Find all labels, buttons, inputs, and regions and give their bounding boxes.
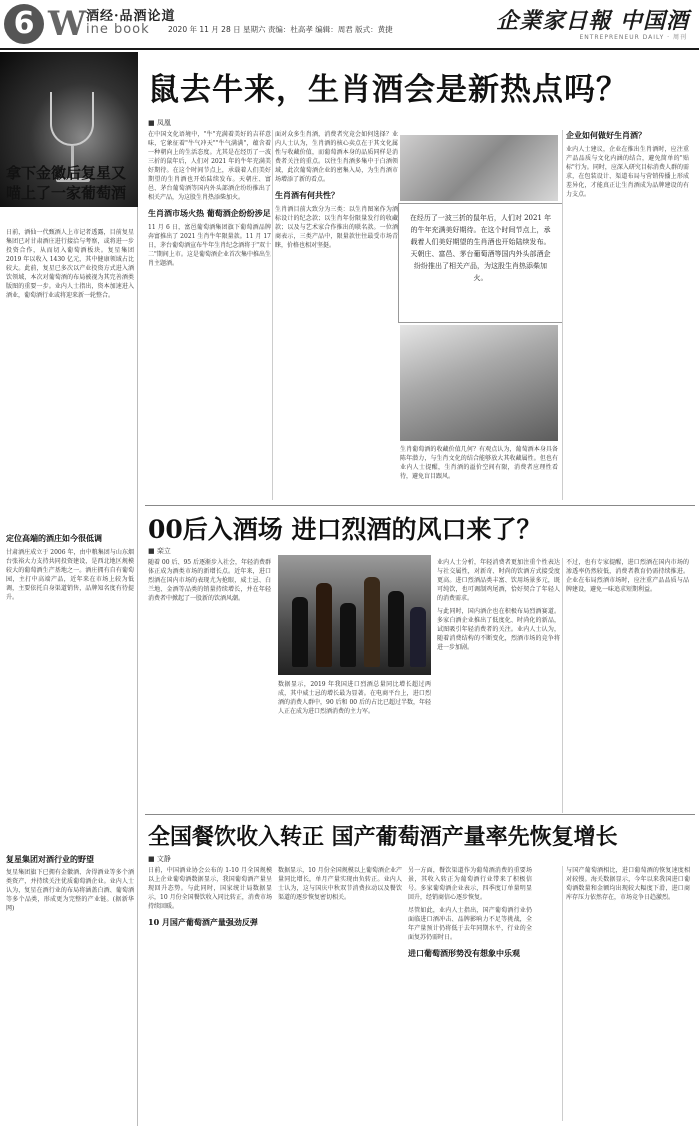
article1-author: ■ 凤凰 [148, 119, 171, 127]
bottle-6 [410, 607, 426, 667]
article2-title: 00后入酒场 进口烈酒的风口来了？ [148, 515, 542, 544]
article1-title: 鼠去牛来，生肖酒会是新热点吗？ [148, 72, 628, 108]
masthead [0, 0, 699, 50]
article3-col4-text: 尽管如此，业内人士指出，国产葡萄酒行业仍面临进口酒冲击、品牌影响力不足等挑战，全年产量预计仍将低于去年同期水平，行业的全面复苏仍需时日。 [408, 907, 532, 941]
article1-col3-text: 面对众多生肖酒，消费者究竟会如何选择？业内人士认为，生肖酒的核心卖点在于其文化属性与收藏价值，而葡萄酒本身的品质同样是消费者关注的重点。以往生肖酒多集中于白酒领域，此次葡萄酒企业的密集入局，为生肖酒市场增添了新的看点。 [275, 131, 398, 183]
column-rule-3 [562, 558, 563, 813]
article1-column-4 [566, 130, 689, 495]
article3-title: 全国餐饮收入转正 国产葡萄酒产量率先恢复增长 [148, 824, 618, 850]
liquor-bottles-photo [278, 555, 431, 675]
article1-photo-bottom [400, 325, 558, 441]
article1-col2-text: 11 月 6 日，富邑葡萄酒集团旗下葡萄酒品牌奔富推出了 2021 生肖牛年限量款。11 月 17 日，茅台葡萄酒宣布牛年生肖纪念酒将于"双十二"期间上市。这是葡萄酒企业首次集中推出生肖主题酒。 [148, 224, 271, 267]
article3-column-1 [148, 866, 272, 1121]
column-rule-1 [272, 130, 273, 500]
section-letter: W [48, 4, 87, 44]
article1-subheading-3: 企业如何做好生肖酒？ [566, 130, 646, 140]
article1-column-3 [400, 445, 558, 497]
article1-col6-text: 业内人士建议，企业在推出生肖酒时，应注重产品品质与文化内涵的结合，避免简单的"贴标"行为。同时，应深入研究目标消费人群的需求，在包装设计、渠道布局与营销传播上形成差异化，才能真正让生肖酒成为品牌建设的有力支点。 [566, 146, 689, 198]
article1-photo-top [400, 135, 558, 201]
bottle-2 [316, 583, 332, 667]
article3-col2-text: 数据显示，10 月份全国规模以上葡萄酒企业产量同比增长，单月产量实现由负转正。业内人士认为，这与国庆中秋双节消费拉动以及餐饮渠道的逐步恢复密切相关。 [278, 867, 402, 901]
article1-subheading-1: 生肖酒市场火热 葡萄酒企纷纷涉足 [148, 208, 271, 218]
section-title-en: ine book [86, 22, 150, 37]
paper-name-en: ENTREPRENEUR DAILY · 周刊 [579, 34, 687, 41]
article3-col1-text: 日前，中国酒业协会公布的 1-10 月全国规模以上企业葡萄酒数据显示，我国葡萄酒产量呈现回升态势。与此同时，国家统计局数据显示，10 月份全国餐饮收入同比转正，消费市场持续回暖。 [148, 867, 272, 910]
left-body-1: 日前，酒仙一代甄酒人上市记者透露，目前复星集团已对甘肃酒庄进行接洽与考察，或将进一步投资合作，从而切入葡萄酒板块。复星集团 2019 年以收入 1430 亿元，其中健康领域占比较大。此前，复星已多次以产业投资方式进入酒饮领域，本次对葡萄酒的布局被视为其完善酒类版图的重要一步。业内人士指出，资本加速进入酒业，葡萄酒行业或将迎来新一轮整合。 [6, 229, 134, 299]
paper-name: 企業家日報 中国酒 [496, 8, 689, 34]
left-headline: 拿下金徽后复星又喵上了一家葡萄酒 [6, 164, 127, 202]
section-title-cn: 酒经·品酒论道 [86, 9, 176, 24]
article1-col4-text: 生肖酒目前大致分为三类：以生肖图案作为酒标设计的纪念款；以生肖年份限量发行的收藏款；以及与艺术家合作推出的联名款。一位酒商表示，三类产品中，限量款往往最受市场青睐，价格也相对坚挺。 [275, 206, 398, 249]
article2-col3-text: 业内人士分析，年轻消费者更加注重个性表达与社交属性，对新奇、时尚的饮酒方式接受度更高。进口烈酒品类丰富、饮用场景多元，既可纯饮，也可调制鸡尾酒，恰好契合了年轻人的消费需求。 [437, 559, 560, 602]
bottle-3 [340, 603, 356, 667]
article3-col3-text: 另一方面，餐饮渠道作为葡萄酒消费的重要场景，其收入转正为葡萄酒行业带来了积极信号。多家葡萄酒企业表示，四季度订单量明显回升，经销商信心逐步恢复。 [408, 867, 532, 901]
left-subheading-2: 复星集团对酒行业的野望 [6, 854, 94, 864]
column-rule-2 [562, 130, 563, 500]
article2-column-1 [148, 558, 271, 813]
article1-subheading-2: 生肖酒有何共性？ [275, 190, 339, 200]
article2-column-2 [278, 680, 431, 813]
bottle-1 [292, 597, 308, 667]
bottle-5 [388, 591, 404, 667]
article2-column-4 [566, 558, 689, 813]
left-subheading-1: 定位高端的酒庄如今很低调 [6, 533, 102, 543]
article1-col1-text: 在中国文化语境中，"牛"充满着美好的吉祥意味，它象征着"牛气冲天""牛气满满"，蕴含着一种朝向上的生活态度。尤其是在经历了一波三折的鼠年后，人们对 2021 年的牛年充满美好期待。在这个时间节点上，承载着人们美好期望的生肖酒也开始陆续发布。天朝庄、富邑、茅台葡萄酒等国内外头部酒企纷纷推出了相关产品，为这股生肖热添柴加火。 [148, 131, 271, 201]
article1-col5-text: 生肖葡萄酒的收藏价值几何？有观点认为，葡萄酒本身具备陈年潜力，与生肖文化的结合能够放大其收藏属性。但也有业内人士提醒，生肖酒的溢价空间有限，消费者应理性看待，避免盲目跟风。 [400, 446, 558, 480]
article3-subheading-1: 10 月国产葡萄酒产量强劲反弹 [148, 917, 258, 927]
bottle-4 [364, 577, 380, 667]
article2-column-3 [437, 558, 560, 813]
article1-pull-quote: 在经历了一波三折的鼠年后，人们对 2021 年的牛年充满美好期待。在这个时间节点上，承载着人们美好期望的生肖酒也开始陆续发布。天朝庄、富邑、茅台葡萄酒等国内外头部酒企纷纷推出了相关产品，为这股生肖热添柴加火。 [398, 203, 563, 323]
page-number-badge: 6 [4, 4, 44, 44]
article3-col5-text: 与国产葡萄酒相比，进口葡萄酒的恢复速度相对较慢。海关数据显示，今年以来我国进口葡萄酒数量和金额均出现较大幅度下滑，进口商库存压力依然存在，市场竞争日趋激烈。 [566, 867, 690, 901]
article3-column-2 [278, 866, 402, 1121]
divider-article2 [145, 814, 695, 815]
left-body-2: 甘肃酒庄成立于 2006 年，由中粮集团与山东烟台张裕大力支持共同投资建设，是西北地区规模较大的葡萄酒生产基地之一。酒庄拥有自有葡萄园，主打中高端产品，近年来在市场上较为低调，主要依托自身渠道销售，品牌知名度有待提升。 [6, 549, 134, 601]
article1-column-2 [275, 130, 398, 495]
article3-author: ■ 文静 [148, 855, 171, 863]
wine-glass-bowl [50, 92, 94, 146]
article3-subheading-2: 进口葡萄酒形势没有想象中乐观 [408, 948, 520, 958]
article3-column-3 [408, 866, 532, 1121]
article1-column-1 [148, 130, 271, 495]
article2-col2-text: 数据显示，2019 年我国进口烈酒总量同比增长超过两成，其中威士忌的增长最为显著。在电商平台上，进口烈酒的消费人群中，90 后和 00 后的占比已超过半数，年轻人正在成为进口烈酒消费的主力军。 [278, 681, 431, 715]
column-rule-4 [562, 866, 563, 1121]
article2-author: ■ 栾立 [148, 547, 171, 555]
left-body-3: 复星集团旗下已拥有金徽酒、舍得酒业等多个酒类资产，并持续关注优质葡萄酒企业。业内人士认为，复星在酒行业的布局将涵盖白酒、葡萄酒等多个品类，形成更为完整的产业链。(据新华网) [6, 869, 134, 912]
article2-col5-text: 不过，也有专家提醒，进口烈酒在国内市场的渗透率仍然较低，消费者教育仍需持续推进。企业在布局烈酒市场时，应注重产品品质与品牌建设，避免一味追求短期利益。 [566, 559, 689, 593]
article2-col4-text: 与此同时，国内酒企也在积极布局烈酒赛道。多家白酒企业推出了低度化、时尚化的新品，试图吸引年轻消费者的关注。业内人士认为，随着消费结构的不断变化，烈酒市场的竞争将进一步加剧。 [437, 608, 560, 651]
divider-article1 [145, 505, 695, 506]
article2-col1-text: 随着 00 后、95 后逐渐步入社会，年轻消费群体正成为酒类市场的新增长点。近年来，进口烈酒在国内市场的表现尤为抢眼，威士忌、白兰地、金酒等品类的销量持续增长，并在年轻消费者中掀起了一股新的饮酒风潮。 [148, 559, 271, 602]
article3-column-4 [566, 866, 690, 1121]
issue-info: 2020 年 11 月 28 日 星期六 责编：杜高孝 编辑：周君 版式：黄捷 [168, 25, 393, 34]
